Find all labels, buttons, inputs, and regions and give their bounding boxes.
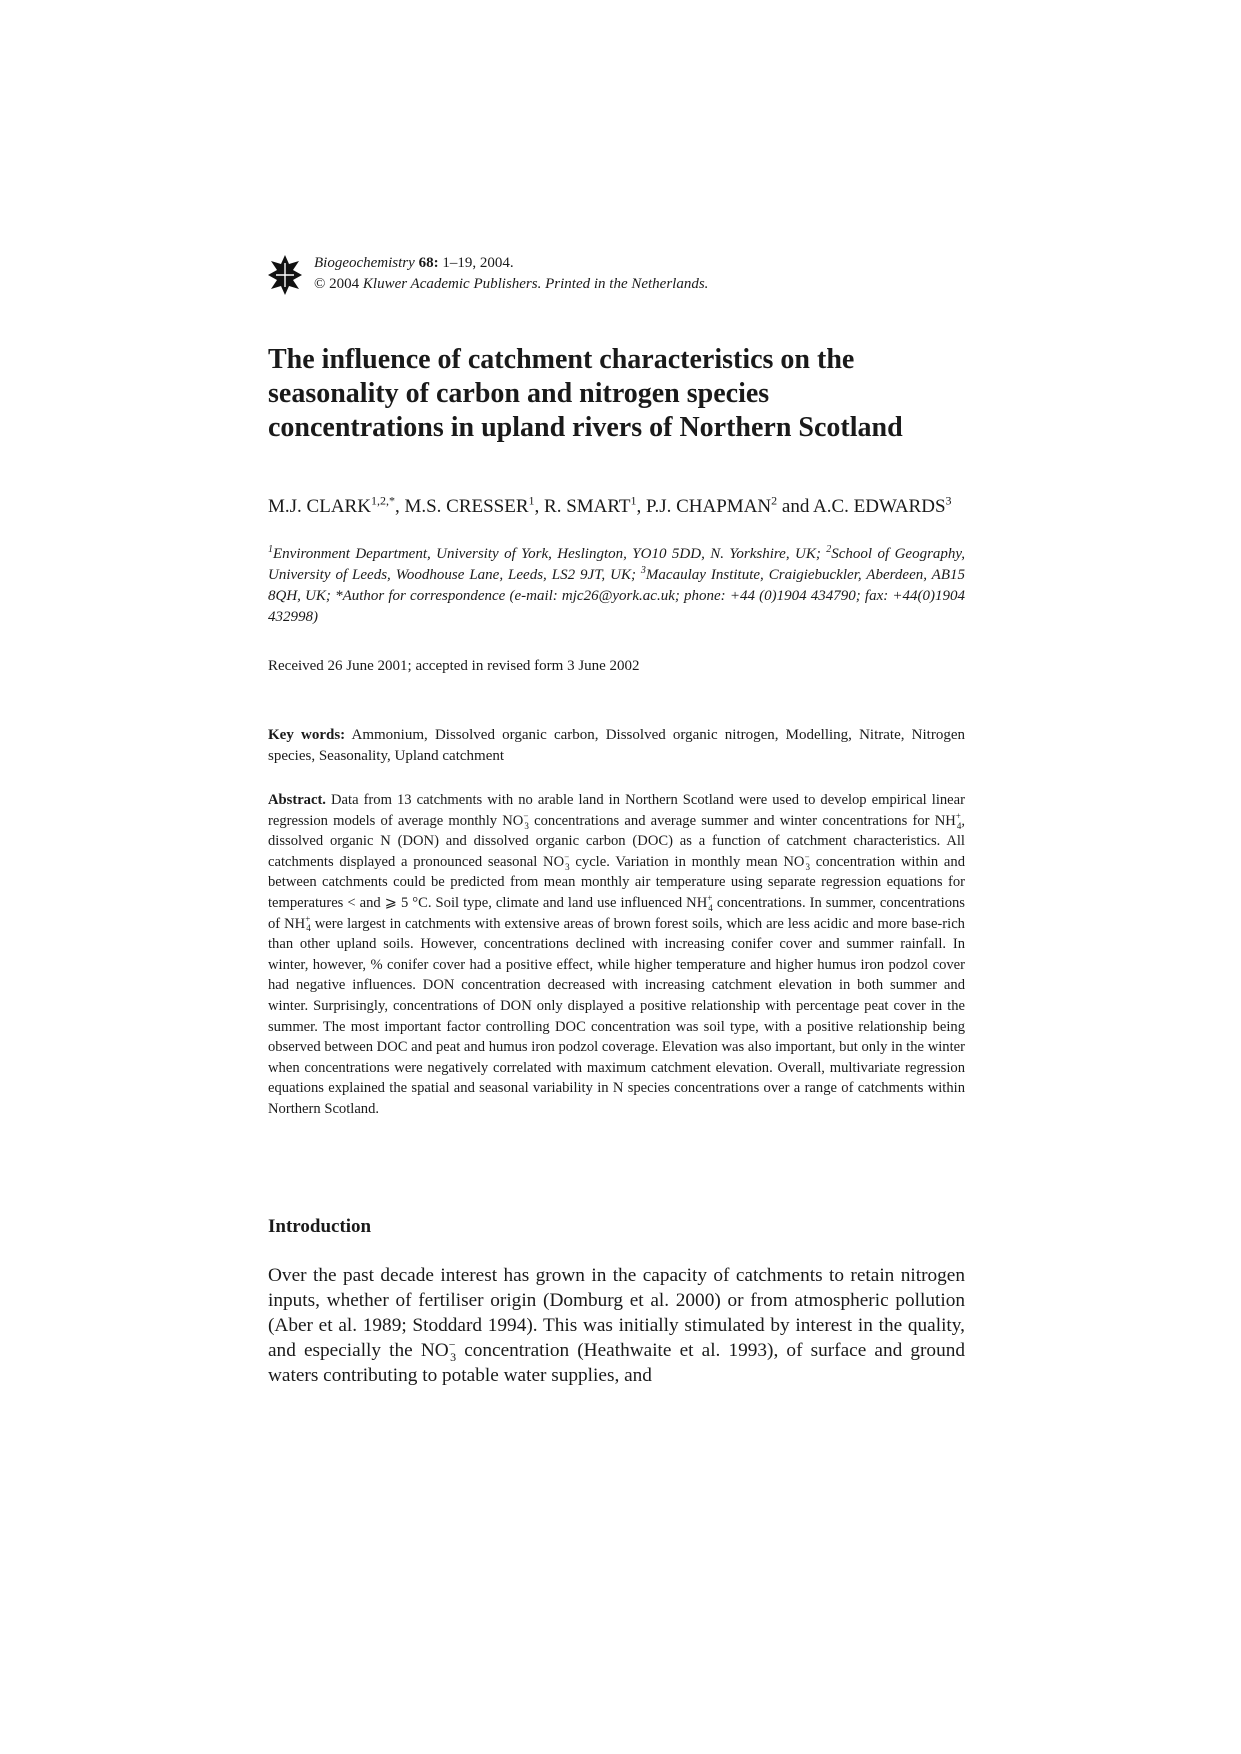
- journal-name: Biogeochemistry: [314, 255, 415, 271]
- abstract-text: , dissolved organic N (DON) and dissolved organic carbon (DOC) as a function of catchment characteristics. All catchments displayed a pronounced seasonal NO: [268, 812, 966, 870]
- journal-header: [268, 253, 988, 299]
- chem-subscript: 3: [805, 861, 811, 872]
- title-line: concentrations in upland rivers of Northern Scotland: [268, 412, 903, 443]
- author-name: , P.J. CHAPMAN: [636, 496, 772, 517]
- chem-charge: +: [707, 893, 713, 904]
- affiliation-text: Macaulay Institute, Craigiebuckler, Aberdeen, AB15 8QH, UK; *Author for correspondence (e-mail: mjc26@york.ac.uk; phone: +44 (0)1904 434790; fax: +44(0)1904 432998): [268, 567, 965, 625]
- journal-pages-year: 1–19, 2004.: [438, 255, 514, 271]
- body-text: concentration (Heathwaite et al. 1993), of surface and ground waters contributing to potable water supplies, and: [268, 1340, 965, 1386]
- abstract-text: concentrations and average summer and winter concentrations for NH: [528, 812, 956, 829]
- keywords-text: Ammonium, Dissolved organic carbon, Dissolved organic nitrogen, Modelling, Nitrate, Nitrogen species, Seasonality, Upland catchment: [268, 727, 965, 764]
- chem-subscript: 3: [524, 820, 529, 831]
- abstract-text: cycle. Variation in monthly mean NO: [569, 853, 805, 870]
- keywords: [268, 725, 965, 766]
- author-name: , R. SMART: [534, 496, 631, 517]
- introduction-paragraph: [268, 1263, 965, 1388]
- author-list: [268, 495, 968, 519]
- chem-charge: +: [955, 810, 961, 821]
- chem-subscript: 3: [565, 861, 570, 872]
- title-line: The influence of catchment characteristics on the: [268, 344, 855, 375]
- copyright-line: [314, 274, 708, 295]
- affiliation-marker: 3: [640, 565, 646, 576]
- affiliation-text: Environment Department, University of York, Heslington, YO10 5DD, N. Yorkshire, UK;: [273, 546, 827, 562]
- author-name: and A.C. EDWARDS: [777, 496, 946, 517]
- chem-charge: −: [564, 851, 570, 862]
- abstract-text: concentrations. In summer, concentrations of NH: [268, 894, 965, 932]
- journal-citation: [314, 253, 514, 274]
- abstract-text: Data from 13 catchments with no arable land in Northern Scotland were used to develop empirical linear regression models of average monthly NO: [268, 792, 965, 829]
- chem-subscript: 4: [956, 820, 962, 831]
- keywords-label: Key words:: [268, 727, 346, 743]
- copyright-text: Kluwer Academic Publishers. Printed in the Netherlands.: [362, 276, 709, 292]
- chem-charge: −: [804, 851, 810, 862]
- section-heading-introduction: Introduction: [268, 1216, 372, 1237]
- author-affiliation-marker: 1: [528, 493, 535, 508]
- chem-charge: +: [305, 913, 311, 924]
- chem-charge: −: [523, 810, 529, 821]
- affiliation-marker: 2: [826, 544, 832, 555]
- author-name: , M.S. CRESSER: [394, 496, 529, 517]
- affiliation-text: School of Geography, University of Leeds, Woodhouse Lane, Leeds, LS2 9JT, UK;: [268, 546, 965, 583]
- author-affiliation-marker: 2: [771, 493, 778, 508]
- received-dates: Received 26 June 2001; accepted in revised form 3 June 2002: [268, 658, 640, 674]
- copyright-symbol: © 2004: [314, 276, 363, 292]
- author-affiliation-marker: 1,2,*: [370, 493, 395, 508]
- paper-title: [268, 343, 1008, 445]
- journal-volume: 68:: [418, 255, 439, 271]
- affiliations: [268, 544, 965, 628]
- abstract: [268, 790, 965, 1120]
- author-affiliation-marker: 3: [945, 493, 952, 508]
- kluwer-logo-icon: [268, 255, 302, 295]
- chem-subscript: 4: [306, 923, 311, 934]
- title-line: seasonality of carbon and nitrogen species: [268, 378, 770, 409]
- author-affiliation-marker: 1: [630, 493, 637, 508]
- abstract-text: were largest in catchments with extensive areas of brown forest soils, which are less acidic and more base-rich than other upland soils. However, concentrations declined with increasing conifer cover and summer rainfall. In winter, however, % conifer cover had a positive effect, while higher temperature and higher humus iron podzol cover had negative influences. DON concentration decreased with increasing catchment elevation in both summer and winter. Surprisingly, concentrations of DON only displayed a positive relationship with percentage peat cover in the summer. The most important factor controlling DOC concentration was soil type, with a positive relationship being observed between DOC and peat and humus iron podzol coverage. Elevation was also important, but only in the winter when concentrations were negatively correlated with maximum catchment elevation. Overall, multivariate regression equations explained the spatial and seasonal variability in N species concentrations over a range of catchments within Northern Scotland.: [268, 915, 965, 1117]
- author-name: M.J. CLARK: [268, 496, 371, 517]
- chem-subscript: 3: [450, 1349, 457, 1364]
- abstract-label: Abstract.: [268, 792, 326, 808]
- chem-subscript: 4: [708, 902, 713, 913]
- chem-charge: −: [448, 1337, 456, 1352]
- body-text: Over the past decade interest has grown in the capacity of catchments to retain nitrogen inputs, whether of fertiliser origin (Domburg et al. 2000) or from atmospheric pollution (Aber et al. 1989; Stoddard 1994). This was initially stimulated by interest in the quality, and especially the NO: [268, 1265, 965, 1361]
- affiliation-marker: 1: [268, 544, 273, 555]
- abstract-text: concentration within and between catchments could be predicted from mean monthly air temperature using separate regression equations for temperatures < and ⩾ 5 °C. Soil type, climate and land use influenced NH: [268, 853, 965, 911]
